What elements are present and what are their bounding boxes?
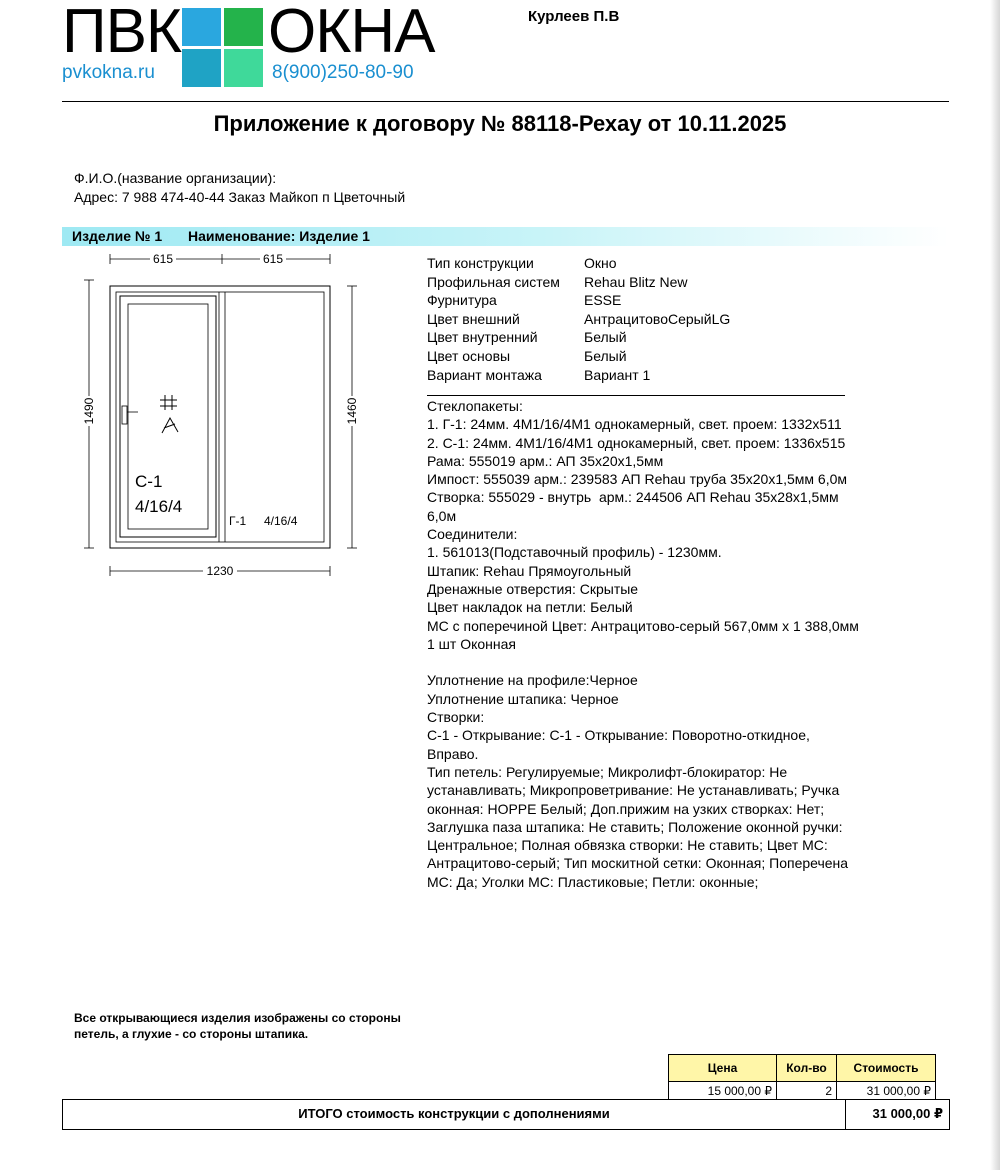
description-line: Тип петель: Регулируемые; Микролифт-блокиратор: Не: [427, 763, 788, 780]
description-line: Цвет накладок на петли: Белый: [427, 599, 633, 616]
price-table: [668, 1054, 936, 1100]
spec-row: [427, 254, 730, 273]
total-label: ИТОГО стоимость конструкции с дополнениями: [298, 1106, 610, 1121]
sash-glass-label: 4/16/4: [135, 497, 183, 516]
spec-key: Тип конструкции: [427, 255, 534, 271]
dim-right-height-label: 1460: [345, 397, 359, 425]
description-line: Заглушка паза штапика: Не ставить; Положение оконной ручки:: [427, 818, 843, 835]
description-line: устанавливать; Микропроветривание: Не устанавливать; Ручка: [427, 782, 840, 799]
qty-header: Кол-во: [777, 1055, 837, 1082]
header-divider: [62, 101, 949, 102]
qty-value: 2: [777, 1082, 837, 1100]
window-drawing: [80, 250, 370, 590]
window-handle-icon: [122, 406, 127, 424]
spec-key: Фурнитура: [427, 292, 497, 309]
description-line: 1. 561013(Подставочный профиль) - 1230мм.: [427, 544, 722, 561]
spec-row: [427, 273, 730, 292]
description-line: 2. С-1: 24мм. 4М1/16/4М1 однокамерный, свет. проем: 1336х515: [427, 434, 846, 451]
cost-header: Стоимость: [837, 1055, 936, 1082]
description-line: Уплотнение на профиле:Черное: [427, 672, 638, 689]
dim-top-right-label: 615: [262, 252, 284, 266]
description-line: 1. Г-1: 24мм. 4М1/16/4М1 однокамерный, свет. проем: 1332х511: [427, 416, 842, 433]
sash-label: С-1: [135, 472, 163, 491]
description-line: Створки:: [427, 709, 485, 726]
dim-top-left-label: 615: [152, 252, 174, 266]
logo-window-icon: [182, 8, 264, 88]
price-header: Цена: [669, 1055, 777, 1082]
spec-row: [427, 366, 730, 385]
description-line: Дренажные отверстия: Скрытые: [427, 580, 639, 597]
client-address: Адрес: 7 988 474-40-44 Заказ Майкоп п Цветочный: [74, 189, 406, 205]
fixed-pane-label: Г-1: [229, 514, 247, 528]
client-name-label: Ф.И.О.(название организации):: [74, 170, 277, 186]
description-line: оконная: HOPPE Белый; Доп.прижим на узких створках: Нет;: [427, 800, 825, 817]
description-line: Стеклопакеты:: [427, 398, 523, 414]
description-line: Соединители:: [427, 526, 518, 543]
description-line: С-1 - Открывание: С-1 - Открывание: Поворотно-откидное,: [427, 727, 810, 744]
description-line: Импост: 555039 арм.: 239583 АП Rehau труба 35х20х1,5мм 6,0м: [427, 471, 848, 488]
manager-name: Курлеев П.В: [528, 8, 620, 25]
logo-phone: 8(900)250-80-90: [272, 62, 414, 83]
item-header-band: [62, 227, 949, 246]
spec-key: Вариант монтажа: [427, 366, 542, 383]
company-logo: [62, 0, 452, 90]
price-data-row: [669, 1082, 936, 1100]
logo-square-bottom-left: [182, 49, 221, 87]
spec-value: АнтрацитовоСерыйLG: [584, 310, 731, 327]
page-edge-shadow: [990, 0, 1000, 1170]
tilt-turn-icon: [160, 395, 178, 433]
spec-key: Цвет внешний: [427, 310, 520, 327]
spec-value: Белый: [584, 347, 627, 364]
spec-value: ESSE: [584, 292, 622, 309]
specs-list: [427, 254, 730, 384]
sash-glass: [128, 304, 208, 529]
logo-word-left: ПВК: [62, 0, 182, 66]
spec-key: Цвет внутренний: [427, 329, 538, 346]
logo-square-top-left: [182, 8, 221, 46]
document-title: Приложение к договору № 88118-Рехау от 10.11.2025: [213, 111, 787, 136]
spec-key: Цвет основы: [427, 347, 511, 364]
spec-value: Rehau Blitz New: [584, 273, 688, 290]
spec-row: [427, 328, 730, 347]
spec-value: Окно: [584, 255, 617, 271]
total-row: [62, 1099, 950, 1130]
logo-website: pvkokna.ru: [62, 62, 155, 83]
description-line: [427, 653, 927, 671]
dim-left-height-label: 1490: [82, 397, 96, 425]
description-line: Створка: 555029 - внутрь арм.: 244506 АП Rehau 35х28х1,5мм: [427, 489, 839, 506]
logo-square-bottom-right: [224, 49, 263, 87]
description-line: Уплотнение штапика: Черное: [427, 690, 619, 707]
logo-square-top-right: [224, 8, 263, 46]
construction-description: [427, 397, 927, 891]
description-line: Штапик: Rehau Прямоугольный: [427, 562, 632, 579]
description-line: Вправо.: [427, 745, 479, 762]
fixed-pane-glass-label: 4/16/4: [264, 514, 298, 528]
spec-value: Белый: [584, 329, 627, 346]
spec-key: Профильная систем: [427, 273, 560, 290]
dim-bottom-width-label: 1230: [206, 564, 234, 578]
description-line: Антрацитово-серый; Тип москитной сетки: Оконная; Поперечена: [427, 855, 849, 872]
spec-row: [427, 347, 730, 366]
description-line: МС: Да; Уголки МС: Пластиковые; Петли: оконные;: [427, 873, 759, 890]
total-value: 31 000,00 ₽: [872, 1106, 943, 1121]
price-header-row: [669, 1055, 936, 1082]
opening-note: Все открывающиеся изделия изображены со стороны петель, а глухие - со стороны штапика.: [74, 1011, 401, 1041]
description-line: МС с поперечиной Цвет: Антрацитово-серый 567,0мм х 1 388,0мм: [427, 617, 859, 634]
total-divider: [845, 1100, 846, 1129]
spec-row: [427, 310, 730, 329]
description-line: 6,0м: [427, 507, 457, 524]
item-name: Наименование: Изделие 1: [188, 228, 370, 244]
cost-value: 31 000,00 ₽: [837, 1082, 936, 1100]
item-number: Изделие № 1: [72, 228, 163, 244]
price-value: 15 000,00 ₽: [669, 1082, 777, 1100]
logo-word-right: ОКНА: [268, 0, 435, 66]
description-line: 1 шт Оконная: [427, 635, 516, 652]
description-line: Рама: 555019 арм.: АП 35х20х1,5мм: [427, 452, 664, 469]
specs-divider: [427, 395, 845, 396]
spec-value: Вариант 1: [584, 366, 651, 383]
spec-row: [427, 291, 730, 310]
description-line: Центральное; Полная обвязка створки: Не ставить; Цвет МС:: [427, 837, 828, 854]
